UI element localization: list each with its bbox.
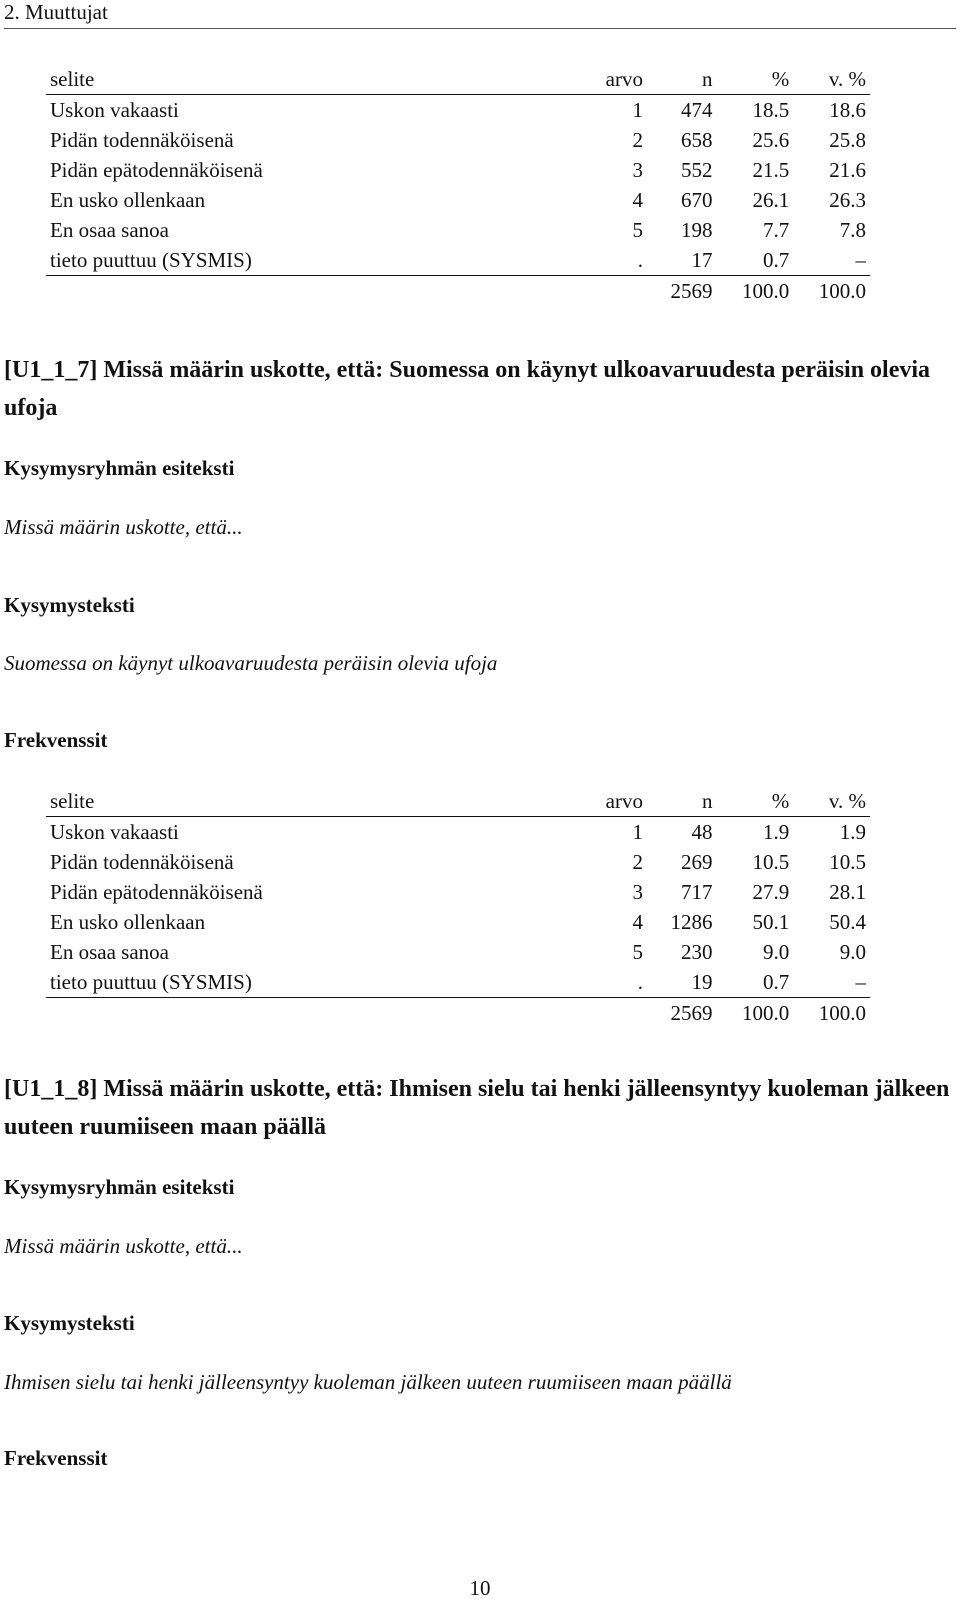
- row-value: 5: [632, 218, 643, 242]
- question-text-heading: Kysymysteksti: [4, 593, 135, 617]
- row-pct: 18.5: [752, 98, 790, 122]
- row-label: En usko ollenkaan: [50, 910, 206, 934]
- group-text: Missä määrin uskotte, että...: [4, 1234, 243, 1258]
- frequency-table-1: [46, 64, 870, 306]
- row-label: Uskon vakaasti: [50, 820, 179, 844]
- row-value: 1: [632, 820, 643, 844]
- row-pct: 9.0: [762, 940, 790, 964]
- row-value: 3: [632, 880, 643, 904]
- row-pct: 21.5: [752, 158, 790, 182]
- row-vpct: –: [793, 245, 870, 276]
- column-header-n: n: [647, 64, 716, 95]
- total-row: [46, 998, 870, 1029]
- row-n: 658: [680, 128, 713, 152]
- row-value: 4: [632, 188, 643, 212]
- row-value: 1: [632, 98, 643, 122]
- group-text: Missä määrin uskotte, että...: [4, 515, 243, 539]
- row-n: 474: [680, 98, 713, 122]
- row-pct: 26.1: [752, 188, 790, 212]
- row-vpct: 9.0: [839, 940, 866, 964]
- row-n: 17: [647, 245, 716, 276]
- row-value: 2: [632, 850, 643, 874]
- row-pct: 7.7: [762, 218, 790, 242]
- row-label: tieto puuttuu (SYSMIS): [46, 967, 584, 998]
- row-vpct: –: [793, 967, 870, 998]
- question-text: Ihmisen sielu tai henki jälleensyntyy kuoleman jälkeen uuteen ruumiiseen maan päällä: [4, 1370, 732, 1394]
- row-label: En osaa sanoa: [50, 218, 169, 242]
- table-row: [46, 877, 870, 907]
- row-vpct: 1.9: [839, 820, 866, 844]
- question-title-u1-1-7: [U1_1_7] Missä määrin uskotte, että: Suomessa on käynyt ulkoavaruudesta peräisin olevia ufoja: [4, 357, 931, 421]
- table-row: [46, 245, 870, 276]
- row-n: 19: [647, 967, 716, 998]
- table-row: [46, 185, 870, 215]
- column-header-pct: %: [716, 786, 793, 817]
- row-value: 5: [632, 940, 643, 964]
- row-n: 552: [680, 158, 713, 182]
- row-label: Pidän todennäköisenä: [50, 128, 234, 152]
- row-n: 198: [680, 218, 713, 242]
- row-vpct: 25.8: [829, 128, 866, 152]
- table-header-row: [46, 64, 870, 95]
- row-value: 2: [632, 128, 643, 152]
- table-row: [46, 967, 870, 998]
- row-vpct: 50.4: [829, 910, 866, 934]
- row-pct: 0.7: [716, 245, 793, 276]
- group-text-heading: Kysymysryhmän esiteksti: [4, 456, 235, 480]
- row-vpct: 21.6: [829, 158, 866, 182]
- total-n: 2569: [670, 279, 713, 303]
- row-label: Uskon vakaasti: [50, 98, 179, 122]
- row-label: En osaa sanoa: [50, 940, 169, 964]
- table-row: [46, 847, 870, 877]
- row-pct: 0.7: [716, 967, 793, 998]
- running-header: 2. Muuttujat: [4, 0, 956, 29]
- total-vpct: 100.0: [818, 279, 866, 303]
- group-text-heading: Kysymysryhmän esiteksti: [4, 1175, 235, 1199]
- frequencies-heading: Frekvenssit: [4, 1446, 108, 1470]
- total-vpct: 100.0: [818, 1001, 866, 1025]
- table-row: [46, 95, 870, 126]
- row-pct: 1.9: [762, 820, 790, 844]
- row-value: .: [584, 245, 647, 276]
- row-label: Pidän epätodennäköisenä: [50, 880, 263, 904]
- column-header-vpct: v. %: [793, 786, 870, 817]
- page-number: 10: [469, 1576, 491, 1600]
- row-n: 230: [680, 940, 713, 964]
- row-label: Pidän todennäköisenä: [50, 850, 234, 874]
- table-row: [46, 937, 870, 967]
- total-pct: 100.0: [741, 1001, 790, 1025]
- row-label: tieto puuttuu (SYSMIS): [46, 245, 584, 276]
- row-value: 3: [632, 158, 643, 182]
- row-vpct: 28.1: [829, 880, 866, 904]
- row-pct: 10.5: [752, 850, 790, 874]
- row-n: 1286: [670, 910, 713, 934]
- row-vpct: 26.3: [829, 188, 866, 212]
- frequencies-heading: Frekvenssit: [4, 728, 108, 752]
- table-header-row: [46, 786, 870, 817]
- row-label: En usko ollenkaan: [50, 188, 206, 212]
- row-vpct: 18.6: [829, 98, 866, 122]
- question-title-u1-1-8: [U1_1_8] Missä määrin uskotte, että: Ihmisen sielu tai henki jälleensyntyy kuoleman jälkeen uuteen ruumiiseen maan päällä: [4, 1076, 950, 1140]
- table-row: [46, 125, 870, 155]
- total-n: 2569: [670, 1001, 713, 1025]
- row-vpct: 7.8: [839, 218, 866, 242]
- question-text: Suomessa on käynyt ulkoavaruudesta peräisin olevia ufoja: [4, 651, 498, 675]
- row-value: .: [584, 967, 647, 998]
- table-row: [46, 215, 870, 245]
- question-text-heading: Kysymysteksti: [4, 1311, 135, 1335]
- table-row: [46, 155, 870, 185]
- table-row: [46, 907, 870, 937]
- row-n: 269: [680, 850, 713, 874]
- column-header-label: selite: [46, 64, 584, 95]
- total-row: [46, 276, 870, 307]
- table-row: [46, 817, 870, 848]
- row-label: Pidän epätodennäköisenä: [50, 158, 263, 182]
- column-header-value: arvo: [584, 64, 647, 95]
- row-pct: 25.6: [752, 128, 790, 152]
- total-pct: 100.0: [741, 279, 790, 303]
- column-header-pct: %: [716, 64, 793, 95]
- row-value: 4: [632, 910, 643, 934]
- row-pct: 27.9: [752, 880, 790, 904]
- row-n: 670: [680, 188, 713, 212]
- row-pct: 50.1: [752, 910, 790, 934]
- column-header-label: selite: [46, 786, 584, 817]
- column-header-vpct: v. %: [793, 64, 870, 95]
- column-header-n: n: [647, 786, 716, 817]
- column-header-value: arvo: [584, 786, 647, 817]
- frequency-table-u1-1-7: [46, 786, 870, 1028]
- row-n: 48: [691, 820, 713, 844]
- row-vpct: 10.5: [829, 850, 866, 874]
- row-n: 717: [680, 880, 713, 904]
